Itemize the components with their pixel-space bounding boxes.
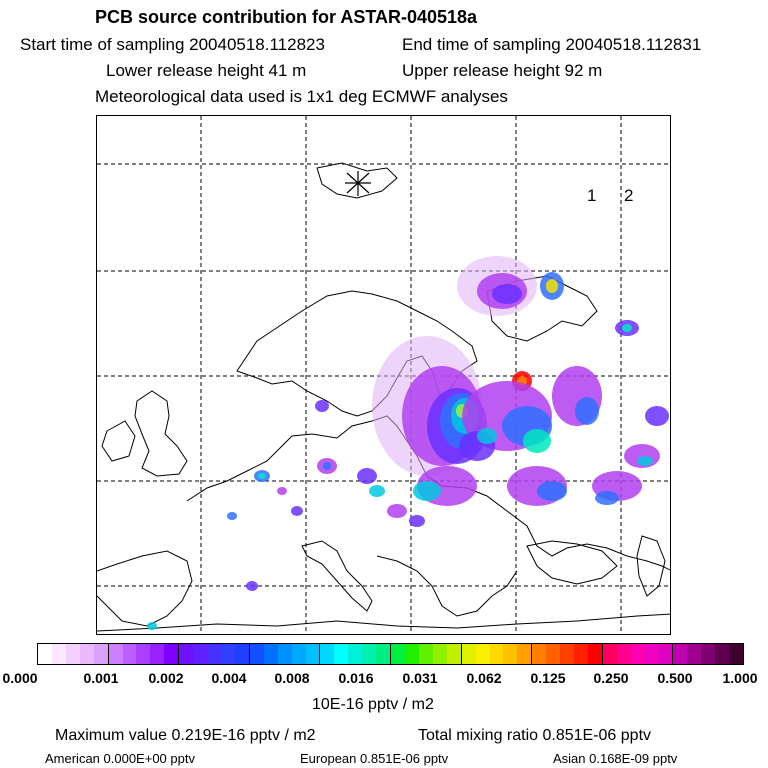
colorbar-cell bbox=[235, 644, 250, 664]
colorbar-cell bbox=[207, 644, 221, 664]
colorbar-cell bbox=[320, 644, 334, 664]
colorbar-cell bbox=[588, 644, 603, 664]
asian-label: Asian 0.168E-09 pptv bbox=[553, 751, 678, 766]
colorbar-tick: 0.000 bbox=[2, 670, 38, 686]
colorbar-cell bbox=[546, 644, 560, 664]
plume-blob bbox=[277, 487, 287, 495]
colorbar-cell bbox=[391, 644, 405, 664]
plume-blob bbox=[369, 485, 385, 497]
lower-height-label: Lower release height 41 m bbox=[106, 61, 307, 80]
colorbar-cell bbox=[419, 644, 433, 664]
colorbar-cell bbox=[164, 644, 179, 664]
colorbar-cell bbox=[433, 644, 447, 664]
plume-blob bbox=[409, 515, 425, 527]
max-value-label: Maximum value 0.219E-16 pptv / m2 bbox=[55, 727, 316, 744]
european-label: European 0.851E-06 pptv bbox=[300, 751, 449, 766]
colorbar-cell bbox=[66, 644, 80, 664]
colorbar-cell bbox=[80, 644, 94, 664]
plume-blob bbox=[258, 473, 266, 479]
american-label: American 0.000E+00 pptv bbox=[45, 751, 195, 766]
colorbar-cell bbox=[447, 644, 462, 664]
colorbar-cell bbox=[729, 644, 743, 664]
plume-blob bbox=[323, 462, 331, 470]
plume-blob bbox=[645, 406, 669, 426]
colorbar-tick: 0.001 bbox=[83, 670, 119, 686]
colorbar-cell bbox=[532, 644, 546, 664]
plume-blob bbox=[227, 512, 237, 520]
colorbar-cell bbox=[673, 644, 687, 664]
met-data-label: Meteorological data used is 1x1 deg ECMWF analyses bbox=[95, 87, 508, 106]
colorbar-cell bbox=[376, 644, 391, 664]
colorbar-tick: 0.002 bbox=[148, 670, 184, 686]
plume-layer bbox=[147, 256, 669, 630]
colorbar-tick: 0.500 bbox=[657, 670, 693, 686]
colorbar-tick: 0.062 bbox=[466, 670, 502, 686]
plume-blob bbox=[523, 429, 551, 453]
end-time-label: End time of sampling 20040518.112831 bbox=[402, 35, 702, 54]
start-time-label: Start time of sampling 20040518.112823 bbox=[20, 35, 325, 54]
plume-blob bbox=[477, 428, 497, 444]
colorbar-cell bbox=[348, 644, 362, 664]
plume-blob bbox=[537, 481, 567, 501]
colorbar-cell bbox=[292, 644, 306, 664]
map-panel bbox=[96, 115, 671, 635]
colorbar-cell bbox=[136, 644, 150, 664]
colorbar-cell bbox=[278, 644, 292, 664]
map-svg bbox=[97, 116, 671, 635]
colorbar-cell bbox=[574, 644, 588, 664]
colorbar-cell bbox=[306, 644, 321, 664]
colorbar-cell bbox=[221, 644, 235, 664]
colorbar-cell bbox=[52, 644, 66, 664]
total-mixing-label: Total mixing ratio 0.851E-06 pptv bbox=[418, 727, 652, 744]
marker-label-1: 1 bbox=[587, 186, 597, 205]
upper-height-label: Upper release height 92 m bbox=[402, 61, 603, 80]
colorbar-cell bbox=[179, 644, 193, 664]
colorbar-cell bbox=[560, 644, 574, 664]
colorbar bbox=[37, 643, 744, 665]
colorbar-cell bbox=[150, 644, 164, 664]
colorbar-cell bbox=[645, 644, 659, 664]
plume-blob bbox=[413, 481, 441, 501]
colorbar-cell bbox=[476, 644, 490, 664]
colorbar-cell bbox=[503, 644, 517, 664]
plume-blob bbox=[622, 324, 632, 332]
plume-blob bbox=[291, 506, 303, 516]
plume-blob bbox=[637, 456, 653, 466]
colorbar-tick: 0.004 bbox=[211, 670, 247, 686]
italy-coast bbox=[302, 541, 372, 611]
colorbar-cell bbox=[405, 644, 419, 664]
colorbar-cell bbox=[659, 644, 674, 664]
plume-blob bbox=[147, 622, 157, 630]
colorbar-cell bbox=[250, 644, 264, 664]
colorbar-cell bbox=[517, 644, 532, 664]
colorbar-tick: 1.000 bbox=[722, 670, 758, 686]
marker-label-2: 2 bbox=[624, 186, 634, 205]
plume-blob bbox=[246, 581, 258, 591]
colorbar-cell bbox=[123, 644, 137, 664]
colorbar-cell bbox=[193, 644, 207, 664]
plume-blob bbox=[546, 279, 558, 293]
plume-blob bbox=[492, 284, 522, 304]
colorbar-tick: 0.125 bbox=[530, 670, 566, 686]
colorbar-cell bbox=[631, 644, 645, 664]
colorbar-tick: 0.008 bbox=[274, 670, 310, 686]
colorbar-unit-label: 10E-16 pptv / m2 bbox=[312, 696, 434, 713]
colorbar-cell bbox=[617, 644, 631, 664]
colorbar-cell bbox=[334, 644, 348, 664]
page-title: PCB source contribution for ASTAR-040518a bbox=[95, 7, 478, 27]
colorbar-cell bbox=[715, 644, 729, 664]
britain-coast bbox=[135, 391, 187, 476]
colorbar-cell bbox=[38, 644, 52, 664]
plume-blob bbox=[387, 504, 407, 518]
release-site-symbol bbox=[345, 171, 371, 196]
colorbar-cell bbox=[94, 644, 109, 664]
plume-blob bbox=[315, 400, 329, 412]
colorbar-cell bbox=[603, 644, 617, 664]
colorbar-cell bbox=[701, 644, 715, 664]
colorbar-cell bbox=[362, 644, 376, 664]
colorbar-tick: 0.250 bbox=[593, 670, 629, 686]
colorbar-cell bbox=[687, 644, 701, 664]
plume-blob bbox=[357, 468, 377, 484]
colorbar-tick: 0.031 bbox=[402, 670, 438, 686]
colorbar-cell bbox=[264, 644, 278, 664]
north-africa-coast bbox=[97, 614, 671, 631]
plume-blob bbox=[595, 491, 619, 505]
colorbar-tick: 0.016 bbox=[338, 670, 374, 686]
plume-blob bbox=[575, 397, 599, 425]
colorbar-cell bbox=[462, 644, 476, 664]
colorbar-cell bbox=[109, 644, 123, 664]
svalbard-coast bbox=[317, 163, 397, 198]
colorbar-cell bbox=[490, 644, 504, 664]
ireland-coast bbox=[102, 421, 135, 461]
iberia-coast bbox=[97, 551, 192, 626]
